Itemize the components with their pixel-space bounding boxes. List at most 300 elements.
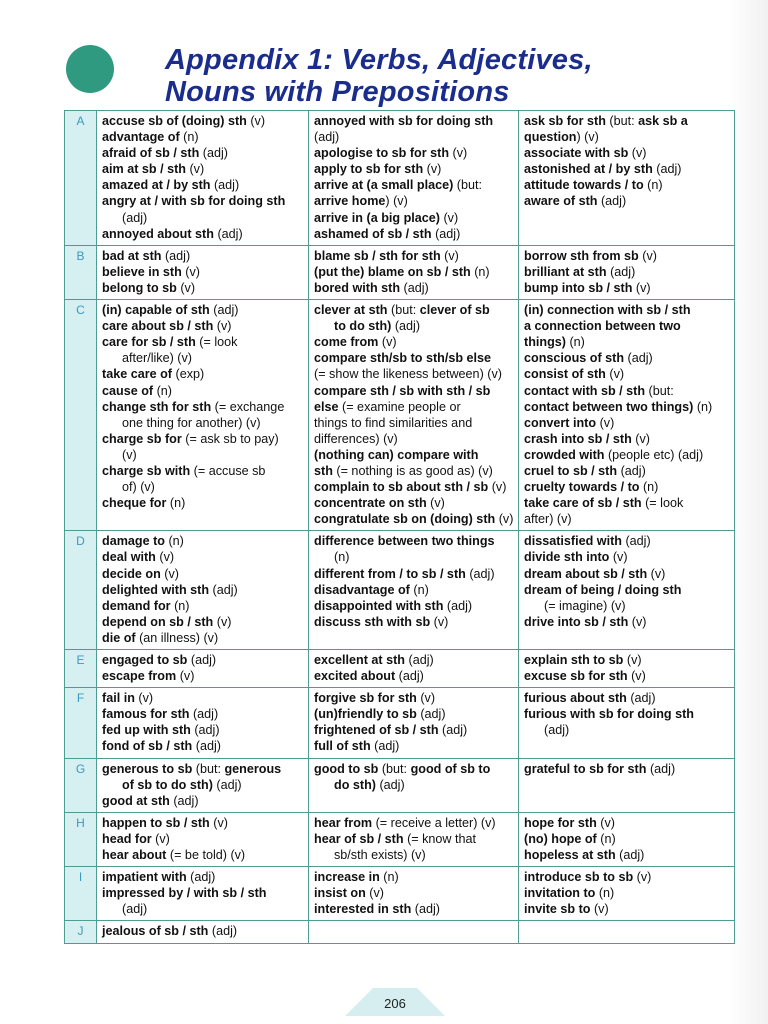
entry-line	[524, 193, 731, 209]
phrase: aware of sth	[524, 194, 598, 209]
annotation: one thing for another) (v)	[122, 415, 261, 430]
annotation: (adj)	[375, 777, 405, 792]
entry-line	[524, 533, 731, 549]
annotation: (v)	[647, 566, 666, 581]
table-cell	[519, 111, 735, 246]
table-cell	[309, 300, 519, 531]
entry-line	[524, 447, 731, 463]
phrase: (un)friendly to sb	[314, 707, 417, 722]
entry-line	[102, 463, 305, 479]
phrase: charge sb for	[102, 431, 182, 446]
annotation: (but:	[605, 114, 639, 128]
entry-line	[102, 366, 305, 382]
entry-line	[314, 334, 515, 350]
phrase: drive into sb / sth	[524, 614, 629, 629]
annotation: (v)	[633, 870, 652, 885]
entry-line	[102, 334, 305, 350]
annotation: (n)	[166, 496, 186, 511]
entry-line	[102, 847, 305, 863]
annotation: (= know that	[403, 831, 477, 846]
annotation: (v)	[430, 614, 449, 629]
annotation: (= imagine) (v)	[544, 598, 626, 613]
annotation: (adj)	[431, 226, 461, 241]
annotation: (n)	[643, 178, 663, 193]
annotation: (adj)	[646, 761, 676, 776]
entry-line	[314, 129, 515, 145]
annotation: (adj)	[405, 653, 434, 667]
entry-line	[102, 793, 305, 809]
table-cell	[519, 300, 735, 531]
annotation: (adj)	[213, 226, 243, 241]
phrase: increase in	[314, 870, 380, 885]
phrase: charge sb with	[102, 463, 191, 478]
phrase: discuss sth with sb	[314, 614, 431, 629]
phrase: take care of	[102, 367, 173, 382]
annotation: (adj)	[209, 303, 239, 318]
annotation: sb/sth exists) (v)	[334, 848, 426, 863]
annotation: (v)	[440, 248, 459, 263]
entry-line	[102, 302, 305, 318]
entry-line	[314, 511, 515, 527]
entry-line	[314, 761, 515, 777]
phrase: hear from	[314, 815, 373, 830]
annotation: (adj)	[186, 870, 216, 885]
phrase: dream about sb / sth	[524, 566, 648, 581]
entry-line	[524, 334, 731, 350]
entry-line	[314, 366, 515, 382]
annotation: (v)	[628, 614, 647, 629]
entry-line	[102, 761, 305, 777]
entry-line	[102, 598, 305, 614]
phrase: good of sb to	[410, 761, 491, 776]
table-cell	[309, 245, 519, 299]
phrase: change sth for sth	[102, 399, 212, 414]
annotation: (= accuse sb	[190, 463, 266, 478]
phrase: full of sth	[314, 739, 371, 754]
phrase: contact between two things)	[524, 399, 694, 414]
annotation: (adj)	[621, 534, 651, 549]
table-cell	[97, 758, 309, 812]
annotation: (v)	[596, 415, 615, 430]
phrase: fond of sb / sth	[102, 739, 193, 754]
annotation: (v)	[176, 280, 196, 295]
annotation: after/like) (v)	[122, 351, 192, 366]
entry-line	[102, 264, 305, 280]
entry-line	[102, 129, 305, 145]
row-letter: J	[65, 921, 97, 943]
entry-line	[314, 193, 515, 209]
annotation: (n)	[565, 335, 585, 350]
table-cell	[97, 650, 309, 688]
annotation: (= look	[641, 496, 684, 511]
phrase: aim at sb / sth	[102, 162, 186, 177]
entry-line	[102, 280, 305, 296]
phrase: disadvantage of	[314, 582, 410, 597]
entry-line	[102, 113, 305, 129]
phrase: care about sb / sth	[102, 319, 214, 334]
entry-line	[524, 815, 731, 831]
annotation: (adj)	[544, 723, 570, 738]
entry-line	[524, 869, 731, 885]
entry-line	[524, 652, 731, 668]
phrase: happen to sb / sth	[102, 815, 210, 830]
entry-line	[314, 869, 515, 885]
entry-line	[102, 706, 305, 722]
phrase: excited about	[314, 669, 396, 684]
phrase: arrive in (a big place)	[314, 210, 440, 225]
entry-line	[314, 847, 515, 863]
table-cell	[97, 245, 309, 299]
phrase: believe in sth	[102, 264, 182, 279]
entry-line	[314, 815, 515, 831]
table-cell	[309, 921, 519, 943]
row-letter: H	[65, 812, 97, 866]
annotation: (adj)	[597, 194, 627, 209]
entry-line	[102, 630, 305, 646]
entry-line	[314, 280, 515, 296]
phrase: ask sb a	[638, 114, 688, 128]
phrase: arrive home	[314, 194, 386, 209]
annotation: (adj)	[212, 777, 242, 792]
entry-line	[102, 495, 305, 511]
entry-line	[524, 901, 731, 917]
entry-line	[102, 318, 305, 334]
entry-line	[102, 479, 305, 495]
annotation: (v)	[160, 566, 179, 581]
phrase: (no) hope of	[524, 831, 597, 846]
phrase: cause of	[102, 383, 154, 398]
phrase: concentrate on sth	[314, 496, 427, 511]
phrase: escape from	[102, 669, 177, 684]
phrase: different from / to sb / sth	[314, 566, 466, 581]
table-cell	[309, 111, 519, 246]
entry-line	[102, 549, 305, 565]
phrase: impressed by / with sb / sth	[102, 886, 267, 901]
annotation: (adj)	[370, 739, 400, 754]
page-footer	[345, 988, 445, 1018]
annotation: (n)	[179, 130, 199, 145]
annotation: (= nothing is as good as) (v)	[332, 463, 493, 478]
annotation: (adj)	[395, 669, 424, 684]
table-cell	[97, 921, 309, 943]
phrase: arrive at (a small place)	[314, 178, 454, 193]
annotation: (v)	[185, 162, 205, 177]
entry-line	[524, 302, 731, 318]
table-cell	[519, 867, 735, 921]
entry-line	[102, 690, 305, 706]
phrase: borrow sth from sb	[524, 248, 639, 263]
phrase: belong to sb	[102, 280, 177, 295]
phrase: crash into sb / sth	[524, 431, 632, 446]
annotation: (adj)	[190, 723, 220, 738]
annotation: (adj)	[626, 691, 656, 706]
entry-line	[314, 177, 515, 193]
entry-line	[314, 706, 515, 722]
annotation: (n)	[409, 582, 429, 597]
entry-line	[314, 566, 515, 582]
entry-line	[314, 722, 515, 738]
phrase: jealous of sb / sth	[102, 924, 209, 939]
entry-line	[102, 566, 305, 582]
page-title	[165, 44, 593, 108]
annotation: (adj)	[438, 723, 468, 738]
annotation: (adj)	[606, 264, 636, 279]
table-cell	[97, 812, 309, 866]
annotation: (n)	[595, 886, 615, 901]
phrase: associate with sb	[524, 146, 629, 161]
table-cell	[309, 688, 519, 758]
entry-line	[102, 415, 305, 431]
entry-line	[314, 668, 515, 684]
phrase: things)	[524, 335, 566, 350]
phrase: demand for	[102, 598, 171, 613]
annotation: (v)	[628, 146, 647, 161]
annotation: (adj)	[210, 178, 240, 193]
phrase: excuse sb for sth	[524, 669, 628, 684]
phrase: insist on	[314, 886, 366, 901]
entry-line	[314, 415, 515, 431]
entry-line	[102, 815, 305, 831]
entry-line	[102, 533, 305, 549]
phrase: cruelty towards / to	[524, 480, 640, 495]
entry-line	[102, 901, 305, 917]
annotation: (v)	[596, 815, 615, 830]
title-line-2: Nouns with Prepositions	[165, 76, 510, 108]
entry-line	[524, 706, 731, 722]
phrase: consist of sth	[524, 367, 606, 382]
annotation: (v)	[181, 264, 200, 279]
table-cell	[519, 812, 735, 866]
annotation: (v)	[423, 162, 442, 177]
annotation: (adj)	[411, 902, 440, 917]
entry-line	[102, 668, 305, 684]
row-letter: I	[65, 867, 97, 921]
table-row	[65, 812, 735, 866]
annotation: (v)	[134, 691, 154, 706]
entry-line	[314, 885, 515, 901]
annotation: (n)	[153, 383, 172, 398]
annotation: (v)	[623, 653, 642, 667]
phrase: furious with sb for doing sth	[524, 707, 694, 722]
entry-line	[524, 431, 731, 447]
annotation: (= look	[195, 335, 238, 350]
entry-line	[102, 447, 305, 463]
annotation: of) (v)	[122, 480, 155, 495]
phrase: decide on	[102, 566, 161, 581]
entry-line	[524, 831, 731, 847]
table-cell	[309, 758, 519, 812]
phrase: compare sth/sb to sth/sb else	[314, 351, 492, 366]
entry-line	[314, 399, 515, 415]
phrase: attitude towards / to	[524, 178, 644, 193]
phrase: contact with sb / sth	[524, 383, 646, 398]
entry-line	[524, 549, 731, 565]
phrase: accuse sb of (doing) sth	[102, 114, 247, 128]
phrase: divide sth into	[524, 550, 610, 565]
entry-line	[314, 533, 515, 549]
annotation: ) (v)	[385, 194, 408, 209]
annotation: (v)	[213, 319, 232, 334]
phrase: grateful to sb for sth	[524, 761, 647, 776]
entry-line	[524, 177, 731, 193]
entry-line	[524, 280, 731, 296]
table-cell	[97, 111, 309, 246]
phrase: conscious of sth	[524, 351, 625, 366]
annotation: ) (v)	[576, 130, 599, 145]
entry-line	[524, 463, 731, 479]
annotation: (but:	[378, 761, 411, 776]
annotation: (v)	[426, 496, 445, 511]
entry-line	[102, 161, 305, 177]
phrase: depend on sb / sth	[102, 614, 214, 629]
phrase: else	[314, 399, 339, 414]
phrase: (in) connection with sb / sth	[524, 303, 691, 318]
phrase: do sth)	[334, 777, 376, 792]
table-cell	[519, 245, 735, 299]
entry-line	[314, 226, 515, 242]
phrase: (nothing can) compare with	[314, 447, 479, 462]
annotation: (= exchange	[211, 399, 285, 414]
annotation: (but:	[387, 303, 420, 318]
annotation: (adj)	[617, 463, 646, 478]
entry-line	[314, 447, 515, 463]
annotation: (adj)	[314, 130, 340, 145]
entry-line	[102, 145, 305, 161]
entry-line	[102, 777, 305, 793]
annotation: (v)	[605, 367, 625, 382]
table-cell	[97, 867, 309, 921]
annotation: (adj)	[416, 707, 446, 722]
phrase: cheque for	[102, 496, 167, 511]
annotation: (adj)	[443, 598, 473, 613]
row-letter: D	[65, 531, 97, 650]
phrase: clever of sb	[419, 303, 490, 318]
entry-line	[314, 777, 515, 793]
table-cell	[519, 921, 735, 943]
annotation: (v)	[378, 335, 397, 350]
entry-line	[314, 901, 515, 917]
entry-line	[102, 431, 305, 447]
entry-line	[524, 761, 731, 777]
annotation: (but:	[645, 383, 674, 398]
table-cell	[309, 867, 519, 921]
phrase: generous to sb	[102, 761, 193, 776]
section-dot-icon	[66, 45, 114, 93]
row-letter: B	[65, 245, 97, 299]
annotation: (v)	[246, 114, 266, 128]
entry-line	[314, 831, 515, 847]
annotation: (adj)	[209, 582, 238, 597]
annotation: things to find similarities and	[314, 415, 473, 430]
annotation: (adj)	[400, 280, 429, 295]
table-cell	[519, 758, 735, 812]
row-letter: A	[65, 111, 97, 246]
entry-line	[314, 318, 515, 334]
entry-line	[314, 652, 515, 668]
phrase: brilliant at sth	[524, 264, 607, 279]
phrase: deal with	[102, 550, 156, 565]
entry-line	[102, 177, 305, 193]
phrase: head for	[102, 831, 152, 846]
phrase: astonished at / by sth	[524, 162, 653, 177]
entry-line	[524, 722, 731, 738]
phrase: hear about	[102, 848, 167, 863]
entry-line	[314, 383, 515, 399]
annotation: (exp)	[172, 367, 205, 382]
entry-line	[524, 847, 731, 863]
table-cell	[309, 650, 519, 688]
annotation: (n)	[379, 870, 399, 885]
annotation: (v)	[155, 550, 175, 565]
entry-line	[314, 582, 515, 598]
table-cell	[309, 531, 519, 650]
phrase: sth	[314, 463, 333, 478]
table-cell	[97, 300, 309, 531]
annotation: (= ask sb to pay)	[181, 431, 279, 446]
table-row	[65, 688, 735, 758]
phrase: bored with sth	[314, 280, 401, 295]
phrase: die of	[102, 630, 136, 645]
entry-line	[524, 598, 731, 614]
entry-line	[102, 248, 305, 264]
annotation: (v)	[416, 691, 436, 706]
phrase: cruel to sb / sth	[524, 463, 618, 478]
entry-line	[524, 129, 731, 145]
phrase: convert into	[524, 415, 597, 430]
annotation: (v)	[590, 902, 609, 917]
annotation: (= be told) (v)	[166, 848, 246, 863]
entry-line	[524, 582, 731, 598]
annotation: (v)	[495, 512, 514, 527]
phrase: invite sb to	[524, 902, 591, 917]
entry-line	[314, 264, 515, 280]
annotation: (= show the likeness between) (v)	[314, 367, 502, 382]
entry-line	[524, 566, 731, 582]
phrase: dream of being / doing sth	[524, 582, 682, 597]
annotation: (adj)	[391, 319, 421, 334]
phrase: ashamed of sb / sth	[314, 226, 432, 241]
entry-line	[102, 652, 305, 668]
table-row	[65, 867, 735, 921]
annotation: (an illness) (v)	[135, 630, 219, 645]
entry-line	[314, 549, 515, 565]
phrase: good at sth	[102, 793, 170, 808]
entry-line	[524, 366, 731, 382]
entry-line	[524, 113, 731, 129]
annotation: (n)	[693, 399, 713, 414]
entry-line	[314, 690, 515, 706]
entry-line	[102, 399, 305, 415]
annotation: (v)	[609, 550, 628, 565]
table-cell	[519, 650, 735, 688]
table-row	[65, 758, 735, 812]
phrase: advantage of	[102, 130, 180, 145]
row-letter: C	[65, 300, 97, 531]
entry-line	[524, 161, 731, 177]
annotation: (= receive a letter) (v)	[372, 815, 496, 830]
entry-line	[524, 318, 731, 334]
table-cell	[97, 531, 309, 650]
table-cell	[309, 812, 519, 866]
entry-line	[524, 690, 731, 706]
phrase: afraid of sb / sth	[102, 146, 200, 161]
annotation: (n)	[639, 480, 659, 495]
entry-line	[524, 248, 731, 264]
annotation: (adj)	[189, 707, 219, 722]
phrase: impatient with	[102, 870, 187, 885]
phrase: of sb to do sth)	[122, 777, 213, 792]
phrase: damage to	[102, 534, 165, 549]
